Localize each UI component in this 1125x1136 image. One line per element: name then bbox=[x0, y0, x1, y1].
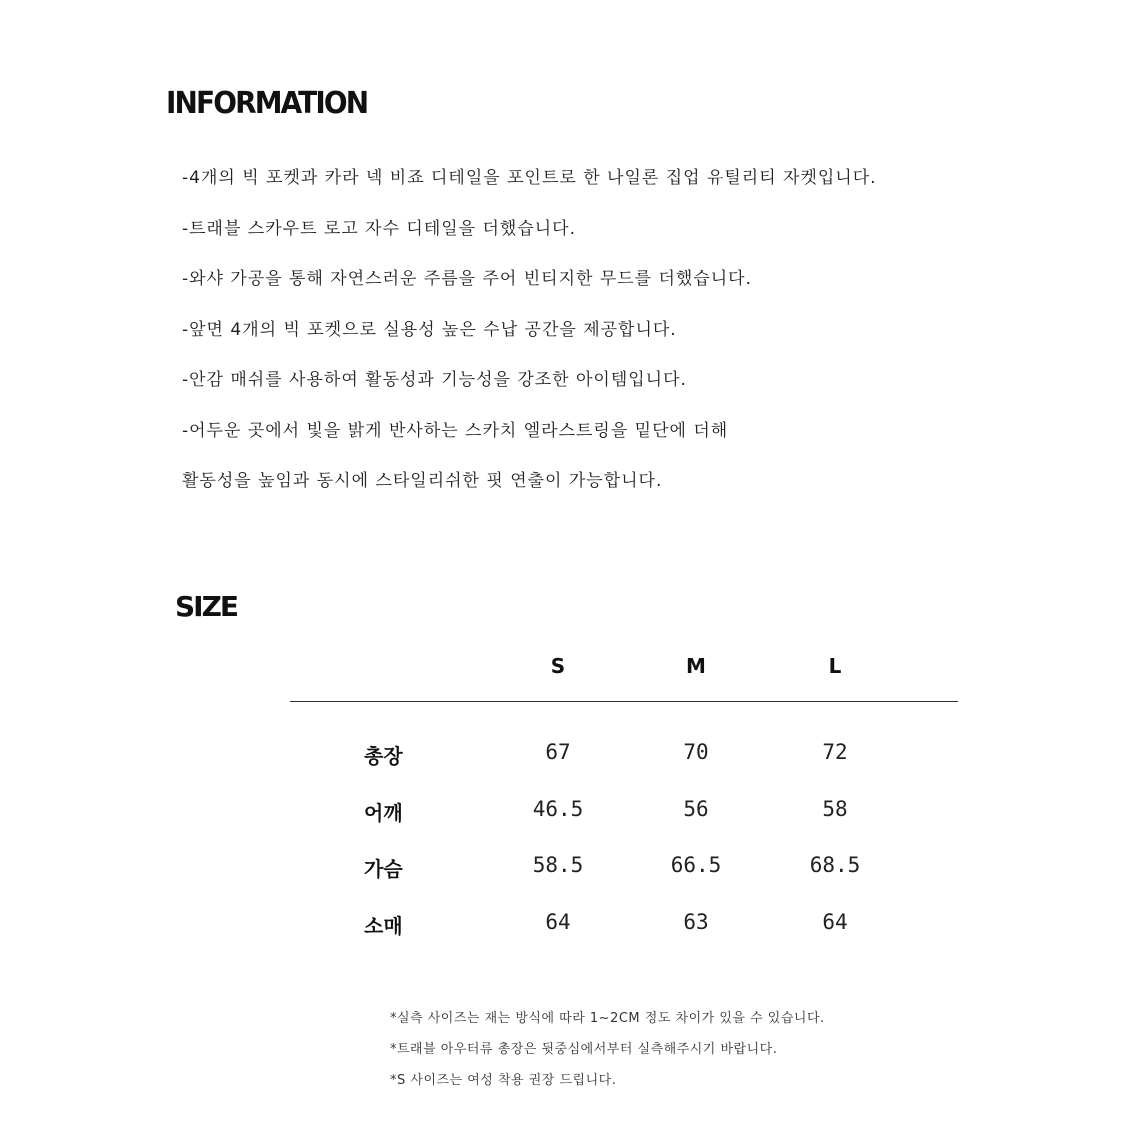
size-cell: 46.5 bbox=[532, 796, 584, 821]
size-notes bbox=[390, 1008, 825, 1101]
size-cell: 66.5 bbox=[670, 853, 722, 877]
size-row-label: 소매 bbox=[364, 913, 403, 938]
size-cell: 67 bbox=[545, 740, 571, 764]
size-table-body bbox=[290, 740, 958, 966]
size-column-l: L bbox=[828, 654, 842, 678]
size-note: *실측 사이즈는 재는 방식에 따라 1~2CM 정도 차이가 있을 수 있습니다. bbox=[390, 1011, 825, 1026]
size-cell: 56 bbox=[683, 796, 709, 821]
information-line: -트래블 스카우트 로고 자수 디테일을 더했습니다. bbox=[182, 218, 576, 239]
size-note: *트래블 아우터류 총장은 뒷중심에서부터 실측해주시기 바랍니다. bbox=[390, 1042, 778, 1057]
information-list bbox=[182, 164, 877, 518]
information-line: -와샤 가공을 통해 자연스러운 주름을 주어 빈티지한 무드를 더했습니다. bbox=[182, 269, 753, 289]
information-heading: INFORMATION bbox=[166, 86, 368, 121]
information-line: -안감 매쉬를 사용하여 활동성과 기능성을 강조한 아이템입니다. bbox=[182, 370, 687, 390]
size-column-m: M bbox=[686, 654, 706, 678]
size-row-length bbox=[290, 740, 958, 797]
size-cell: 70 bbox=[683, 740, 709, 764]
size-heading: SIZE bbox=[175, 590, 238, 623]
information-line: -어두운 곳에서 빛을 밝게 반사하는 스카치 엘라스트링을 밑단에 더해 bbox=[182, 420, 729, 441]
size-cell: 68.5 bbox=[809, 853, 861, 877]
size-cell: 64 bbox=[822, 909, 848, 934]
size-cell: 63 bbox=[683, 909, 709, 934]
size-row-sleeve bbox=[290, 910, 958, 967]
size-cell: 58 bbox=[822, 796, 848, 821]
size-row-label: 가슴 bbox=[364, 857, 403, 881]
size-cell: 72 bbox=[822, 740, 848, 764]
size-row-shoulder bbox=[290, 797, 958, 854]
information-line: -4개의 빅 포켓과 카라 넥 비죠 디테일을 포인트로 한 나일론 집업 유틸리티 자켓입니다. bbox=[182, 168, 877, 188]
information-line: -앞면 4개의 빅 포켓으로 실용성 높은 수납 공간을 제공합니다. bbox=[182, 319, 677, 340]
size-note: *S 사이즈는 여성 착용 권장 드립니다. bbox=[390, 1073, 617, 1088]
size-table-header bbox=[290, 648, 958, 702]
size-cell: 58.5 bbox=[532, 853, 584, 877]
size-row-label: 총장 bbox=[364, 744, 403, 768]
size-row-chest bbox=[290, 853, 958, 910]
size-table bbox=[290, 648, 958, 966]
size-cell: 64 bbox=[545, 909, 571, 934]
size-row-label: 어깨 bbox=[364, 800, 403, 825]
size-column-s: S bbox=[550, 654, 566, 678]
information-line: 활동성을 높임과 동시에 스타일리쉬한 핏 연출이 가능합니다. bbox=[182, 471, 663, 491]
